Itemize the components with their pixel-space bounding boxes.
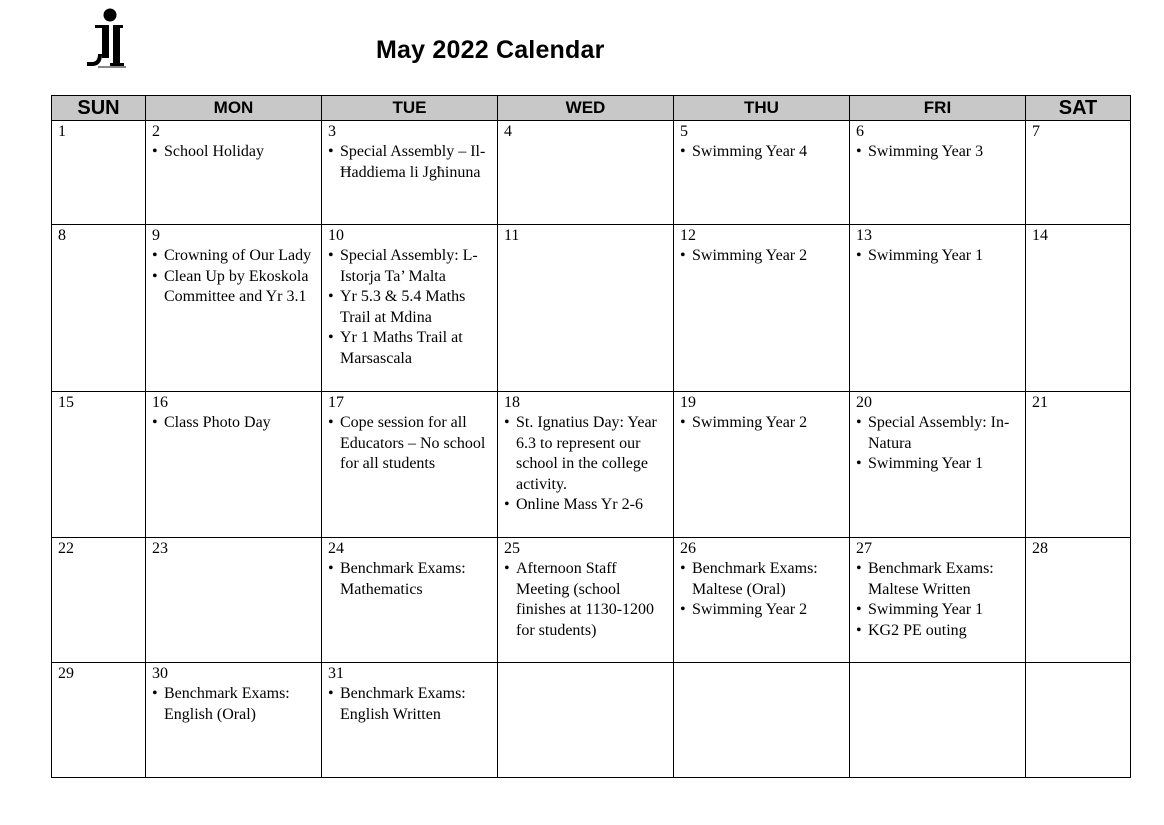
- event-list: [152, 142, 319, 163]
- day-cell: [850, 121, 1026, 225]
- event-item: • Swimming Year 1: [856, 600, 1023, 621]
- day-cell: [146, 538, 322, 663]
- day-cell: [850, 538, 1026, 663]
- day-cell: [52, 121, 146, 225]
- day-cell: [850, 392, 1026, 538]
- day-cell: [1026, 392, 1131, 538]
- event-item: • Crowning of Our Lady: [152, 246, 319, 267]
- day-number: 20: [856, 394, 872, 411]
- day-cell: [322, 663, 498, 778]
- event-item: • Benchmark Exams: English Written: [328, 684, 495, 725]
- day-number: 25: [504, 540, 520, 557]
- weekday-header-sat: SAT: [1026, 96, 1131, 121]
- event-list: [152, 684, 319, 725]
- event-list: [328, 684, 495, 725]
- day-cell: [52, 225, 146, 392]
- event-list: [856, 413, 1023, 475]
- event-list: [328, 413, 495, 475]
- day-cell: [1026, 538, 1131, 663]
- event-item: • Benchmark Exams: English (Oral): [152, 684, 319, 725]
- event-item: • Special Assembly: L-Istorja Ta’ Malta: [328, 246, 495, 287]
- day-cell: [146, 663, 322, 778]
- day-cell: [146, 392, 322, 538]
- day-number: 24: [328, 540, 344, 557]
- day-cell: [146, 121, 322, 225]
- weekday-header-thu: THU: [674, 96, 850, 121]
- page-title: May 2022 Calendar: [376, 36, 605, 64]
- day-cell: [1026, 663, 1131, 778]
- day-number: 9: [152, 227, 160, 244]
- weekday-header-sun: SUN: [52, 96, 146, 121]
- day-number: 17: [328, 394, 344, 411]
- weekday-header-tue: TUE: [322, 96, 498, 121]
- day-number: 6: [856, 123, 864, 140]
- day-cell: [850, 663, 1026, 778]
- day-number: 23: [152, 540, 168, 557]
- event-list: [680, 246, 847, 267]
- event-item: • Swimming Year 2: [680, 413, 847, 434]
- event-list: [152, 413, 319, 434]
- event-item: • Special Assembly: In-Natura: [856, 413, 1023, 454]
- school-logo-icon: [86, 8, 132, 70]
- event-item: • Yr 1 Maths Trail at Marsascala: [328, 328, 495, 369]
- day-cell: [322, 392, 498, 538]
- day-number: 22: [58, 540, 74, 557]
- day-number: 31: [328, 665, 344, 682]
- event-item: • Cope session for all Educators – No school for all students: [328, 413, 495, 475]
- day-number: 29: [58, 665, 74, 682]
- event-list: [856, 559, 1023, 641]
- day-cell: [674, 392, 850, 538]
- day-number: 19: [680, 394, 696, 411]
- day-cell: [498, 225, 674, 392]
- week-row: [52, 538, 1131, 663]
- event-list: [680, 413, 847, 434]
- day-cell: [498, 121, 674, 225]
- weekday-header-row: [52, 96, 1131, 121]
- day-number: 7: [1032, 123, 1040, 140]
- weekday-header-mon: MON: [146, 96, 322, 121]
- event-item: • Online Mass Yr 2-6: [504, 495, 671, 516]
- day-number: 2: [152, 123, 160, 140]
- event-list: [328, 246, 495, 369]
- event-item: • Special Assembly – Il-Ħaddiema li Jgħinuna: [328, 142, 495, 183]
- week-row: [52, 225, 1131, 392]
- event-item: • KG2 PE outing: [856, 621, 1023, 642]
- day-number: 14: [1032, 227, 1048, 244]
- event-list: [856, 246, 1023, 267]
- day-cell: [498, 392, 674, 538]
- day-cell: [322, 121, 498, 225]
- weekday-header-wed: WED: [498, 96, 674, 121]
- day-cell: [1026, 121, 1131, 225]
- event-list: [328, 142, 495, 183]
- event-list: [504, 559, 671, 641]
- day-cell: [52, 663, 146, 778]
- day-cell: [674, 121, 850, 225]
- event-item: • Swimming Year 2: [680, 600, 847, 621]
- day-cell: [322, 538, 498, 663]
- event-list: [328, 559, 495, 600]
- event-item: • Class Photo Day: [152, 413, 319, 434]
- day-cell: [52, 538, 146, 663]
- calendar-grid: [51, 95, 1131, 778]
- day-cell: [322, 225, 498, 392]
- day-cell: [498, 663, 674, 778]
- event-item: • Afternoon Staff Meeting (school finishes at 1130-1200 for students): [504, 559, 671, 641]
- day-cell: [674, 225, 850, 392]
- event-item: • Benchmark Exams: Maltese Written: [856, 559, 1023, 600]
- day-number: 30: [152, 665, 168, 682]
- event-item: • Swimming Year 3: [856, 142, 1023, 163]
- day-cell: [52, 392, 146, 538]
- week-row: [52, 121, 1131, 225]
- event-item: • Swimming Year 1: [856, 246, 1023, 267]
- event-item: • Swimming Year 2: [680, 246, 847, 267]
- event-item: • Benchmark Exams: Mathematics: [328, 559, 495, 600]
- day-number: 3: [328, 123, 336, 140]
- event-list: [856, 142, 1023, 163]
- day-number: 1: [58, 123, 66, 140]
- day-number: 4: [504, 123, 512, 140]
- day-cell: [674, 663, 850, 778]
- event-list: [680, 559, 847, 621]
- day-number: 8: [58, 227, 66, 244]
- day-number: 11: [504, 227, 520, 244]
- day-number: 21: [1032, 394, 1048, 411]
- day-cell: [146, 225, 322, 392]
- day-number: 18: [504, 394, 520, 411]
- event-list: [504, 413, 671, 516]
- day-cell: [850, 225, 1026, 392]
- event-list: [152, 246, 319, 308]
- day-number: 26: [680, 540, 696, 557]
- event-item: • St. Ignatius Day: Year 6.3 to represent our school in the college activity.: [504, 413, 671, 495]
- day-number: 10: [328, 227, 344, 244]
- event-item: • School Holiday: [152, 142, 319, 163]
- event-item: • Yr 5.3 & 5.4 Maths Trail at Mdina: [328, 287, 495, 328]
- day-cell: [674, 538, 850, 663]
- event-item: • Benchmark Exams: Maltese (Oral): [680, 559, 847, 600]
- event-item: • Swimming Year 4: [680, 142, 847, 163]
- day-number: 5: [680, 123, 688, 140]
- event-item: • Clean Up by Ekoskola Committee and Yr 3.1: [152, 267, 319, 308]
- day-cell: [498, 538, 674, 663]
- event-item: • Swimming Year 1: [856, 454, 1023, 475]
- week-row: [52, 663, 1131, 778]
- week-row: [52, 392, 1131, 538]
- day-number: 12: [680, 227, 696, 244]
- event-list: [680, 142, 847, 163]
- day-number: 13: [856, 227, 872, 244]
- day-cell: [1026, 225, 1131, 392]
- weekday-header-fri: FRI: [850, 96, 1026, 121]
- day-number: 28: [1032, 540, 1048, 557]
- day-number: 15: [58, 394, 74, 411]
- day-number: 16: [152, 394, 168, 411]
- day-number: 27: [856, 540, 872, 557]
